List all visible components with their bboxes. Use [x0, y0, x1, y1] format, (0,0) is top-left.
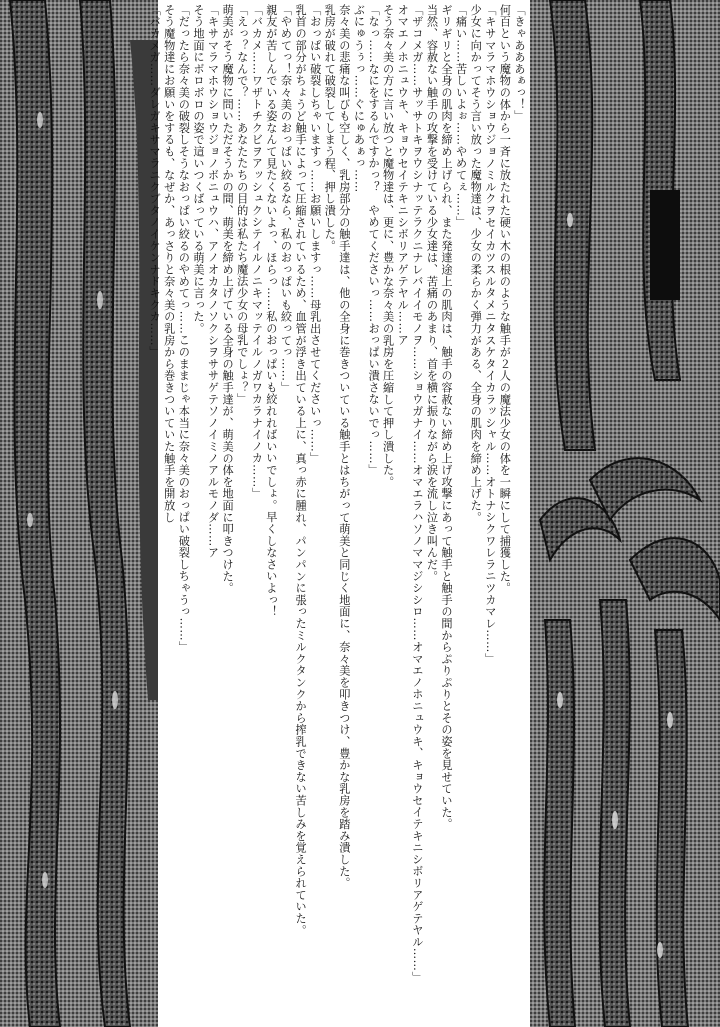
paragraph: 「バカメ……ワザトチクビヲアッシュクシテイルノニキマッテイルノガワカラナイノカ……」	[250, 4, 264, 500]
illustration-right	[530, 0, 720, 1027]
paragraph: 少女に向かってそう言い放った魔物達は、少女の柔らかく弾力がある、全身の肌肉を締め上げた。	[469, 4, 483, 524]
paragraph: 「痛い……苦しいよぉ……やめてぇ……」	[454, 4, 468, 229]
illustration-left	[0, 0, 158, 1027]
paragraph: 当然、容赦ない触手の攻撃を受けている少女達は、苦痛のあまり、首を横に振りながら涙を流し泣き叫んだ。	[425, 4, 439, 583]
paragraph: ぶにゅうぅっ……ぐにゅあぁっ……	[352, 4, 366, 193]
paragraph: 親友が苦しんでいる姿なんて見たくないよっ、ほらっ……私のおっぱいも絞れればいいでしょ。早くしなさいよっ！	[264, 4, 278, 618]
paragraph: 乳房が破れて破裂してしまう程、押し潰した。	[323, 4, 337, 252]
story-text	[148, 4, 526, 1023]
paragraph: 「えっ？なんで？……あなたたちの目的は私たち魔法少女の母乳でしょ？」	[235, 4, 249, 406]
paragraph: 「なっ……なにをするんですかっ？ やめてくださいっ……おっぱい潰さないでっ……」	[367, 4, 381, 476]
paragraph: そう奈々美の方に言い放つと魔物達は、更に、豊かな奈々美の乳房を圧縮して押し潰した。	[381, 4, 395, 488]
paragraph: 「おっぱい破裂しちゃいますっ……お願いしますっ……母乳出させてくださいっ……」	[308, 4, 322, 465]
paragraph: 「キサマラマホウショウジョノミルクヲセイカツスルタメニタスケタイカラッシャル……オトナシクワレラニツカマレ……」	[483, 4, 497, 665]
text-panel	[148, 0, 530, 1027]
paragraph: 「だったら奈々美の破裂しそうなおっぱい絞るのやめてっ……このままじゃ本当に奈々美のおっぱい破裂しちゃうっ……」	[177, 4, 191, 653]
paragraph: 「きゃあああぁっ！」	[513, 4, 526, 122]
paragraph: 萌美がそう魔物に問いただそうかの間、萌美を締め上げている全身の触手達が、萌美の体を地面に叩きつけた。	[221, 4, 235, 594]
paragraph: そう魔物達にお願いをするも、なぜか、あっさりと奈々美の乳房から巻きついていた触手を開放し	[162, 4, 176, 524]
paragraph: 「キサマラマホウショウジョノボニュウハ、アノオカタノソクシヲササゲテソノイミノアルモノダ……ア	[206, 4, 220, 559]
paragraph: 「バカメガ……ダレガキサマラニクブタノイケンナドキクカ……」	[148, 4, 162, 358]
paragraph: 乳首の部分がちょうど触手によって圧縮されているため、血管が浮き出ている上に、真っ赤に腫れ、パンパンに張ったミルクタンクから搾乳できない苦しみを覚えられていた。	[294, 4, 308, 937]
paragraph: 「やめてっ！奈々美のおっぱい絞るなら、私のおっぱいも絞ってっ……」	[279, 4, 293, 394]
paragraph: 奈々美の悲痛な叫びも空しく、乳房部分の触手達は、他の全身に巻きついている触手とはちがって萌美と同じく地面に、奈々美を叩きつけ、豊かな乳房を踏み潰した。	[337, 4, 351, 889]
paragraph: オマエノホニュウキ、キョウセイテキニシボリアゲテヤル……ア	[396, 4, 410, 347]
paragraph: 何百という魔物の体から一斉に放たれた硬い木の根のような触手が２人の魔法少女の体を一瞬にして捕獲した。	[498, 4, 512, 594]
paragraph: 「ザコメガ……サッサトキヲウシナッテラクニナレバイイモノヲ……ショウガナイ……オマエラハソノママジシシロ……オマエノホニュウキ、キョウセイテキニシボリアゲテヤル……」	[410, 4, 424, 984]
paragraph: ギリギリと全身の肌肉を締め上げられ、また発達途上の肌肉は、触手の容赦ない締め上げ攻撃にあって触手と触手の間からぷりぷりとその姿を見せていた。	[440, 4, 454, 830]
paragraph: そう地面にボロボロの姿で這いつくばっている萌美に言った。	[191, 4, 205, 335]
